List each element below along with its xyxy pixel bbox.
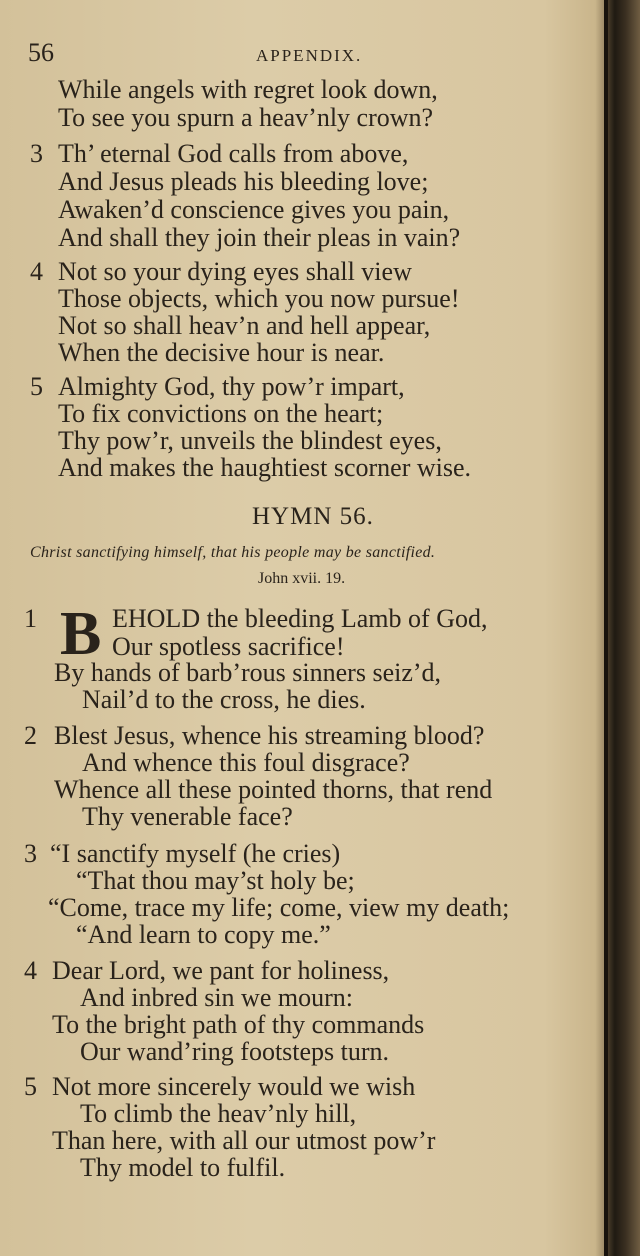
verse-line: To fix convictions on the heart;: [58, 399, 384, 428]
verse-line: Almighty God, thy pow’r impart,: [58, 372, 405, 401]
verse-line: To the bright path of thy commands: [52, 1010, 425, 1039]
verse-line: By hands of barb’rous sinners seiz’d,: [54, 658, 442, 687]
scripture-reference: John xvii. 19.: [258, 570, 346, 587]
verse-number: 5: [24, 1072, 37, 1101]
verse-line: Awaken’d conscience gives you pain,: [58, 195, 450, 224]
verse-line: And whence this foul disgrace?: [82, 748, 410, 777]
hymn-subtitle: Christ sanctifying himself, that his people may be sanctified.: [30, 544, 436, 561]
verse-line: “That thou may’st holy be;: [76, 866, 355, 895]
verse-line: Not so shall heav’n and hell appear,: [58, 311, 431, 340]
running-head: [28, 38, 588, 72]
verse-line: Than here, with all our utmost pow’r: [52, 1126, 436, 1155]
verse-line: Thy pow’r, unveils the blindest eyes,: [58, 426, 442, 455]
verse-line: To climb the heav’nly hill,: [80, 1099, 357, 1128]
verse-line: Whence all these pointed thorns, that rend: [54, 775, 493, 804]
verse-number: 3: [30, 139, 43, 168]
verse-line: Blest Jesus, whence his streaming blood?: [54, 721, 485, 750]
verse-line: “I sanctify myself (he cries): [50, 839, 341, 868]
page-number: 56: [28, 38, 54, 67]
verse-line: When the decisive hour is near.: [58, 338, 385, 367]
verse-line: While angels with regret look down,: [58, 75, 438, 104]
drop-cap: B: [60, 600, 102, 668]
verse-line: EHOLD the bleeding Lamb of God,: [112, 604, 488, 633]
verse-line: “Come, trace my life; come, view my death;: [48, 893, 510, 922]
verse-number: 1: [24, 604, 37, 633]
verse-number: 4: [30, 257, 43, 286]
verse-line: Thy venerable face?: [82, 802, 293, 831]
verse-number: 3: [24, 839, 37, 868]
verse-line: And shall they join their pleas in vain?: [58, 223, 461, 252]
verse-line: Our wand’ring footsteps turn.: [80, 1037, 390, 1066]
verse-number: 2: [24, 721, 37, 750]
verse-line: Not so your dying eyes shall view: [58, 257, 412, 286]
verse-line: And Jesus pleads his bleeding love;: [58, 167, 429, 196]
verse-line: Our spotless sacrifice!: [112, 632, 345, 661]
verse-line: “And learn to copy me.”: [76, 920, 331, 949]
verse-number: 5: [30, 372, 43, 401]
verse-number: 4: [24, 956, 37, 985]
binding-edge: [604, 0, 640, 1256]
verse-line: And makes the haughtiest scorner wise.: [58, 453, 472, 482]
verse-line: And inbred sin we mourn:: [80, 983, 353, 1012]
verse-line: Thy model to fulfil.: [80, 1153, 286, 1182]
binding-shadow: [604, 0, 608, 1256]
verse-line: Dear Lord, we pant for holiness,: [52, 956, 390, 985]
section-title: APPENDIX.: [256, 46, 363, 65]
verse-line: To see you spurn a heav’nly crown?: [58, 103, 434, 132]
hymn-title: HYMN 56.: [252, 503, 374, 530]
verse-line: Th’ eternal God calls from above,: [58, 139, 409, 168]
verse-line: Those objects, which you now pursue!: [58, 284, 460, 313]
verse-line: Nail’d to the cross, he dies.: [82, 685, 366, 714]
verse-line: Not more sincerely would we wish: [52, 1072, 416, 1101]
